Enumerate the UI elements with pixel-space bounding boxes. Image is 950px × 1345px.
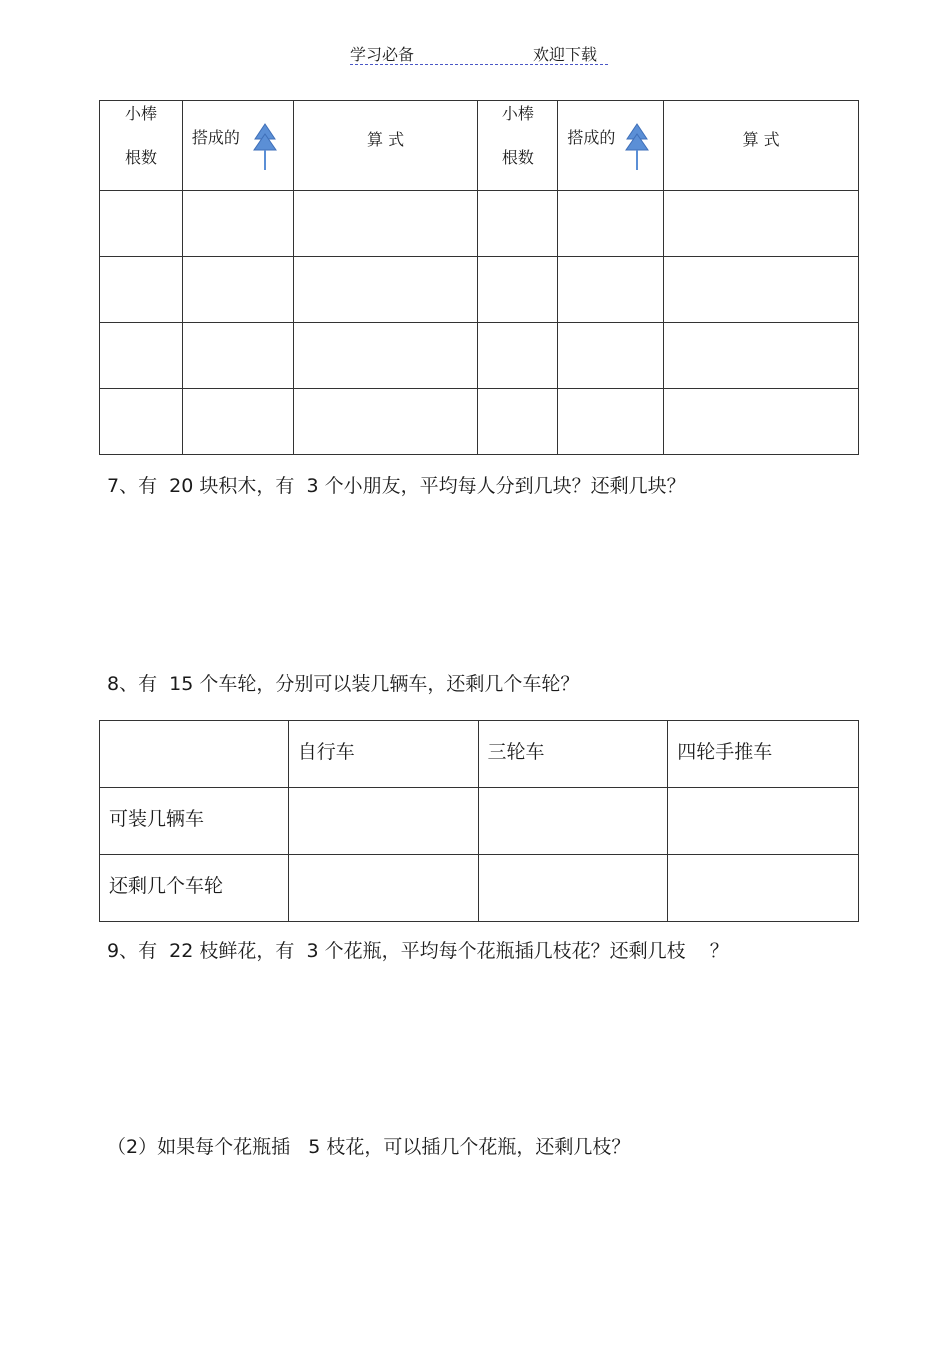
answer-cell[interactable] (100, 389, 183, 455)
answer-cell[interactable] (558, 191, 664, 257)
table-row (100, 788, 859, 855)
header-empty (100, 721, 289, 788)
answer-cell[interactable] (288, 855, 478, 922)
table-row (100, 323, 859, 389)
header-tricycle: 三轮车 (478, 721, 668, 788)
answer-cell[interactable] (478, 855, 668, 922)
answer-cell[interactable] (478, 257, 558, 323)
header-right: 欢迎下载 (533, 45, 598, 64)
answer-cell[interactable] (478, 323, 558, 389)
stick-table (99, 100, 859, 455)
header-formula: 算 式 (293, 101, 478, 191)
answer-cell[interactable] (478, 788, 668, 855)
question-9: 9、有 22 枝鲜花，有 3 个花瓶，平均每个花瓶插几枝花？还剩几枝 ？ (107, 940, 729, 962)
header-cart: 四轮手推车 (668, 721, 859, 788)
row-label: 可装几辆车 (100, 788, 289, 855)
header-stick-count: 小棒 根数 (478, 101, 558, 191)
table-header-row (100, 101, 859, 191)
answer-cell[interactable] (293, 323, 478, 389)
header-stick-count: 小棒 根数 (100, 101, 183, 191)
answer-cell[interactable] (478, 191, 558, 257)
answer-cell[interactable] (558, 389, 664, 455)
wheel-table (99, 720, 859, 922)
answer-cell[interactable] (288, 788, 478, 855)
tree-icon (251, 122, 279, 172)
answer-cell[interactable] (478, 389, 558, 455)
answer-cell[interactable] (558, 257, 664, 323)
header-bicycle: 自行车 (288, 721, 478, 788)
table-row (100, 191, 859, 257)
table-header-row (100, 721, 859, 788)
header-formula: 算 式 (664, 101, 859, 191)
answer-cell[interactable] (664, 257, 859, 323)
answer-cell[interactable] (668, 855, 859, 922)
answer-cell[interactable] (182, 389, 293, 455)
answer-cell[interactable] (664, 389, 859, 455)
answer-cell[interactable] (668, 788, 859, 855)
question-8: 8、有 15 个车轮，分别可以装几辆车，还剩几个车轮？ (107, 673, 580, 695)
tree-icon (623, 122, 651, 172)
header-left: 学习必备 (350, 45, 415, 64)
row-label: 还剩几个车轮 (100, 855, 289, 922)
table-row (100, 257, 859, 323)
answer-cell[interactable] (100, 323, 183, 389)
answer-cell[interactable] (293, 257, 478, 323)
table-row (100, 389, 859, 455)
answer-cell[interactable] (664, 191, 859, 257)
answer-cell[interactable] (182, 257, 293, 323)
header-built: 搭成的 (182, 101, 293, 191)
answer-cell[interactable] (293, 389, 478, 455)
header-built: 搭成的 (558, 101, 664, 191)
question-7: 7、有 20 块积木，有 3 个小朋友，平均每人分到几块？还剩几块？ (107, 475, 686, 497)
table-row (100, 855, 859, 922)
answer-cell[interactable] (293, 191, 478, 257)
question-9-part-2: （2）如果每个花瓶插 5 枝花，可以插几个花瓶，还剩几枝？ (107, 1136, 631, 1158)
answer-cell[interactable] (100, 191, 183, 257)
answer-cell[interactable] (182, 323, 293, 389)
answer-cell[interactable] (100, 257, 183, 323)
answer-cell[interactable] (558, 323, 664, 389)
answer-cell[interactable] (182, 191, 293, 257)
answer-cell[interactable] (664, 323, 859, 389)
page-header (350, 40, 608, 65)
